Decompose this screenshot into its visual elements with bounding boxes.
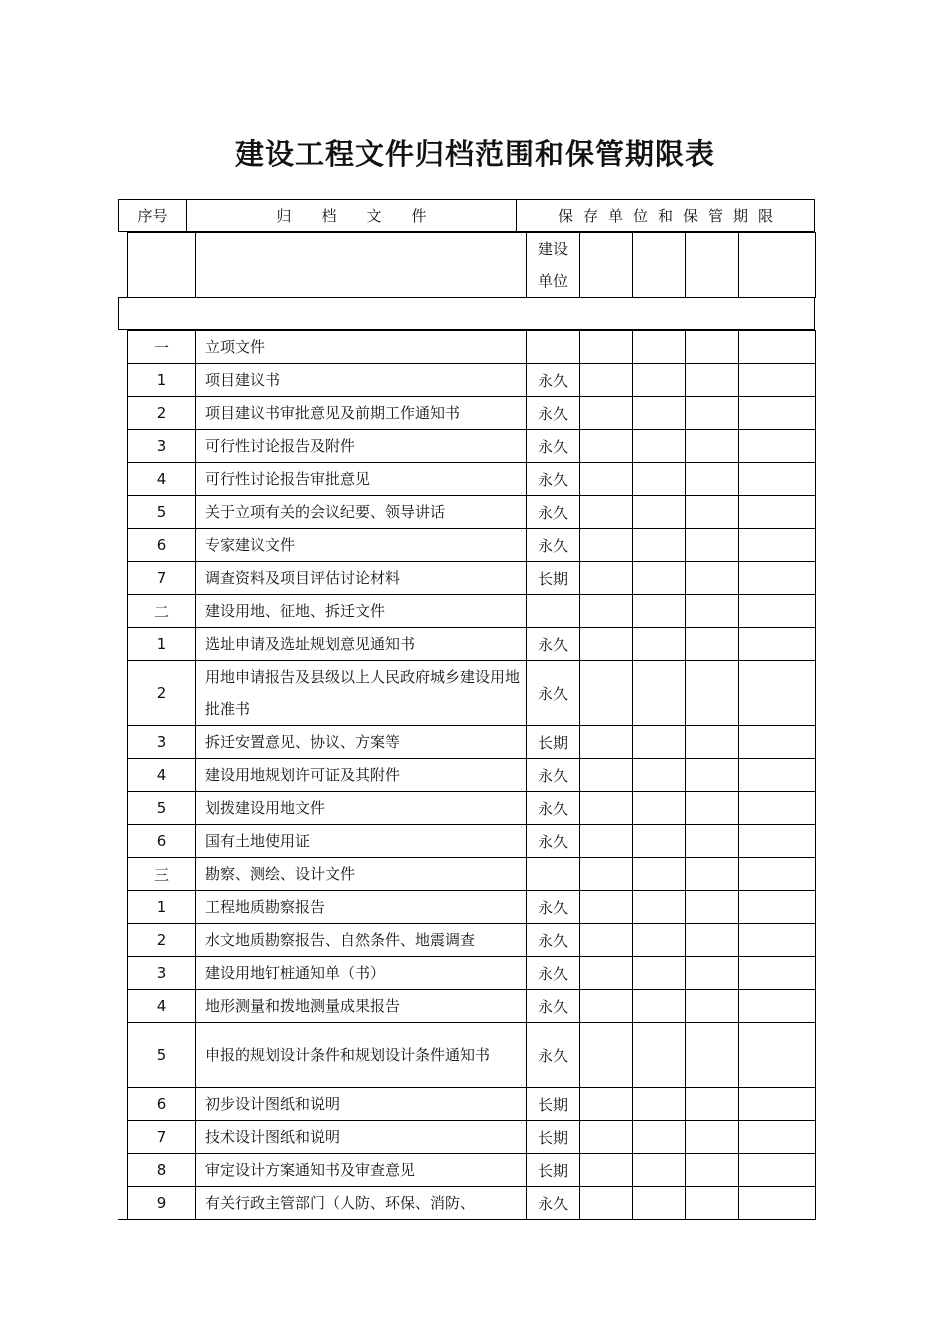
row-text: 拆迁安置意见、协议、方案等	[196, 726, 527, 759]
row-unit: 永久	[527, 364, 580, 397]
row-text: 国有土地使用证	[196, 825, 527, 858]
table-row	[128, 331, 816, 364]
row-cell-empty	[686, 726, 739, 759]
page-title: 建设工程文件归档范围和保管期限表	[234, 137, 715, 171]
row-cell-empty	[580, 1121, 633, 1154]
row-seq: 4	[128, 990, 196, 1023]
row-cell-empty	[633, 364, 686, 397]
table-row	[128, 1088, 816, 1121]
row-seq: 6	[128, 825, 196, 858]
row-cell-empty	[686, 1023, 739, 1088]
row-cell-empty	[686, 990, 739, 1023]
row-cell-empty	[580, 924, 633, 957]
row-unit: 长期	[527, 1154, 580, 1187]
row-cell-empty	[739, 331, 816, 364]
table-row	[128, 1187, 816, 1220]
row-cell-empty	[633, 891, 686, 924]
row-cell-empty	[633, 661, 686, 726]
row-cell-empty	[633, 1121, 686, 1154]
row-cell-empty	[580, 891, 633, 924]
row-unit: 永久	[527, 397, 580, 430]
row-cell-empty	[633, 496, 686, 529]
row-cell-empty	[686, 496, 739, 529]
table-row	[128, 1154, 816, 1187]
row-seq: 5	[128, 1023, 196, 1088]
row-cell-empty	[580, 463, 633, 496]
row-cell-empty	[739, 595, 816, 628]
row-cell-empty	[739, 792, 816, 825]
row-unit: 永久	[527, 891, 580, 924]
row-text: 初步设计图纸和说明	[196, 1088, 527, 1121]
row-cell-empty	[580, 1023, 633, 1088]
row-cell-empty	[580, 1088, 633, 1121]
row-text: 划拨建设用地文件	[196, 792, 527, 825]
table-row	[128, 726, 816, 759]
row-cell-empty	[580, 397, 633, 430]
row-text: 选址申请及选址规划意见通知书	[196, 628, 527, 661]
row-seq: 8	[128, 1154, 196, 1187]
section-band	[118, 297, 815, 330]
row-cell-empty	[739, 496, 816, 529]
row-unit: 永久	[527, 825, 580, 858]
row-text: 有关行政主管部门（人防、环保、消防、	[196, 1187, 527, 1220]
row-unit: 永久	[527, 1023, 580, 1088]
table-header	[118, 199, 815, 232]
row-cell-empty	[580, 562, 633, 595]
row-cell-empty	[739, 1121, 816, 1154]
row-cell-empty	[580, 990, 633, 1023]
table-row	[128, 924, 816, 957]
row-text: 调查资料及项目评估讨论材料	[196, 562, 527, 595]
row-unit: 永久	[527, 661, 580, 726]
row-seq: 7	[128, 1121, 196, 1154]
row-cell-empty	[580, 825, 633, 858]
subheader-row	[128, 233, 816, 298]
row-seq: 二	[128, 595, 196, 628]
row-cell-empty	[686, 1121, 739, 1154]
header-keep: 保存单位和保管期限	[557, 207, 783, 225]
row-cell-empty	[686, 858, 739, 891]
row-seq: 3	[128, 957, 196, 990]
table-row	[128, 759, 816, 792]
row-seq: 4	[128, 759, 196, 792]
row-cell-empty	[739, 957, 816, 990]
row-text: 项目建议书	[196, 364, 527, 397]
row-cell-empty	[739, 1088, 816, 1121]
row-cell-empty	[739, 529, 816, 562]
row-cell-empty	[633, 792, 686, 825]
row-cell-empty	[686, 364, 739, 397]
table-row	[128, 891, 816, 924]
table-row	[128, 628, 816, 661]
table-row	[128, 792, 816, 825]
row-seq: 5	[128, 792, 196, 825]
row-cell-empty	[739, 924, 816, 957]
row-cell-empty	[580, 726, 633, 759]
row-cell-empty	[633, 430, 686, 463]
row-cell-empty	[633, 529, 686, 562]
row-text: 建设用地钉桩通知单（书）	[196, 957, 527, 990]
row-cell-empty	[633, 397, 686, 430]
row-text: 可行性讨论报告及附件	[196, 430, 527, 463]
row-text: 专家建议文件	[196, 529, 527, 562]
table-row	[128, 529, 816, 562]
row-cell-empty	[580, 661, 633, 726]
row-cell-empty	[633, 595, 686, 628]
row-unit: 永久	[527, 759, 580, 792]
row-unit: 永久	[527, 990, 580, 1023]
row-cell-empty	[686, 331, 739, 364]
row-seq: 5	[128, 496, 196, 529]
row-cell-empty	[580, 430, 633, 463]
row-cell-empty	[739, 858, 816, 891]
row-cell-empty	[580, 595, 633, 628]
row-cell-empty	[686, 661, 739, 726]
row-text: 申报的规划设计条件和规划设计条件通知书	[196, 1023, 527, 1088]
row-unit: 永久	[527, 957, 580, 990]
row-cell-empty	[739, 726, 816, 759]
row-cell-empty	[686, 1187, 739, 1220]
row-cell-empty	[686, 562, 739, 595]
row-cell-empty	[739, 397, 816, 430]
row-cell-empty	[739, 1023, 816, 1088]
row-unit: 永久	[527, 792, 580, 825]
row-cell-empty	[686, 595, 739, 628]
table-row	[128, 858, 816, 891]
row-seq: 9	[128, 1187, 196, 1220]
row-cell-empty	[739, 364, 816, 397]
table-row	[128, 957, 816, 990]
row-cell-empty	[633, 1187, 686, 1220]
row-seq: 1	[128, 364, 196, 397]
row-unit	[527, 858, 580, 891]
row-text: 关于立项有关的会议纪要、领导讲话	[196, 496, 527, 529]
row-unit: 永久	[527, 529, 580, 562]
table-bottom-rule	[118, 1219, 128, 1220]
row-cell-empty	[686, 924, 739, 957]
row-cell-empty	[686, 1088, 739, 1121]
row-cell-empty	[633, 463, 686, 496]
row-seq: 1	[128, 891, 196, 924]
row-cell-empty	[739, 430, 816, 463]
table-row	[128, 496, 816, 529]
row-text: 建设用地、征地、拆迁文件	[196, 595, 527, 628]
row-cell-empty	[633, 825, 686, 858]
subheader-unit-label: 建设 单位	[537, 240, 568, 290]
row-cell-empty	[580, 759, 633, 792]
row-cell-empty	[739, 990, 816, 1023]
row-unit	[527, 331, 580, 364]
table-row	[128, 463, 816, 496]
row-cell-empty	[686, 430, 739, 463]
row-cell-empty	[633, 726, 686, 759]
row-cell-empty	[580, 331, 633, 364]
row-text: 立项文件	[196, 331, 527, 364]
row-cell-empty	[580, 364, 633, 397]
row-text: 可行性讨论报告审批意见	[196, 463, 527, 496]
row-cell-empty	[686, 957, 739, 990]
table-row	[128, 661, 816, 726]
row-cell-empty	[633, 628, 686, 661]
row-cell-empty	[686, 792, 739, 825]
row-cell-empty	[633, 990, 686, 1023]
row-seq: 3	[128, 430, 196, 463]
row-cell-empty	[580, 1154, 633, 1187]
row-cell-empty	[686, 628, 739, 661]
row-cell-empty	[686, 397, 739, 430]
row-text: 审定设计方案通知书及审查意见	[196, 1154, 527, 1187]
row-seq: 4	[128, 463, 196, 496]
row-cell-empty	[739, 825, 816, 858]
table-row	[128, 1121, 816, 1154]
row-cell-empty	[739, 759, 816, 792]
row-unit: 永久	[527, 496, 580, 529]
row-cell-empty	[739, 1154, 816, 1187]
row-seq: 2	[128, 924, 196, 957]
row-text: 技术设计图纸和说明	[196, 1121, 527, 1154]
header-file: 归档文件	[187, 200, 517, 231]
row-seq: 一	[128, 331, 196, 364]
row-cell-empty	[580, 1187, 633, 1220]
row-cell-empty	[686, 1154, 739, 1187]
row-seq: 6	[128, 529, 196, 562]
row-seq: 三	[128, 858, 196, 891]
row-cell-empty	[739, 562, 816, 595]
row-seq: 6	[128, 1088, 196, 1121]
row-cell-empty	[580, 628, 633, 661]
row-seq: 3	[128, 726, 196, 759]
row-cell-empty	[580, 496, 633, 529]
table-row	[128, 595, 816, 628]
row-cell-empty	[633, 924, 686, 957]
header-seq: 序号	[119, 200, 187, 231]
row-text: 工程地质勘察报告	[196, 891, 527, 924]
row-cell-empty	[686, 529, 739, 562]
row-unit	[527, 595, 580, 628]
row-cell-empty	[580, 957, 633, 990]
row-cell-empty	[686, 825, 739, 858]
row-seq: 2	[128, 397, 196, 430]
row-cell-empty	[633, 331, 686, 364]
row-text: 用地申请报告及县级以上人民政府城乡建设用地批准书	[196, 661, 527, 726]
archive-table	[127, 232, 816, 1220]
table-row	[128, 397, 816, 430]
row-cell-empty	[739, 1187, 816, 1220]
row-unit: 长期	[527, 562, 580, 595]
row-cell-empty	[686, 759, 739, 792]
row-text: 建设用地规划许可证及其附件	[196, 759, 527, 792]
row-seq: 1	[128, 628, 196, 661]
row-cell-empty	[739, 661, 816, 726]
row-unit: 永久	[527, 924, 580, 957]
table-row	[128, 990, 816, 1023]
row-cell-empty	[739, 628, 816, 661]
row-text: 水文地质勘察报告、自然条件、地震调查	[196, 924, 527, 957]
row-seq: 7	[128, 562, 196, 595]
row-unit: 永久	[527, 628, 580, 661]
row-unit: 长期	[527, 1121, 580, 1154]
table-row	[128, 364, 816, 397]
row-cell-empty	[580, 529, 633, 562]
subheader-unit	[527, 233, 580, 298]
row-cell-empty	[633, 759, 686, 792]
row-cell-empty	[633, 858, 686, 891]
row-text: 地形测量和拨地测量成果报告	[196, 990, 527, 1023]
row-unit: 长期	[527, 1088, 580, 1121]
row-text: 项目建议书审批意见及前期工作通知书	[196, 397, 527, 430]
row-cell-empty	[633, 562, 686, 595]
row-cell-empty	[739, 463, 816, 496]
row-cell-empty	[686, 891, 739, 924]
row-unit: 长期	[527, 726, 580, 759]
table-row	[128, 430, 816, 463]
row-cell-empty	[633, 1154, 686, 1187]
row-cell-empty	[633, 1088, 686, 1121]
table-row	[128, 825, 816, 858]
row-cell-empty	[739, 891, 816, 924]
row-seq: 2	[128, 661, 196, 726]
table-row	[128, 1023, 816, 1088]
row-cell-empty	[633, 1023, 686, 1088]
row-cell-empty	[580, 792, 633, 825]
row-cell-empty	[686, 463, 739, 496]
row-unit: 永久	[527, 430, 580, 463]
row-unit: 永久	[527, 463, 580, 496]
row-unit: 永久	[527, 1187, 580, 1220]
row-text: 勘察、测绘、设计文件	[196, 858, 527, 891]
table-row	[128, 562, 816, 595]
row-cell-empty	[633, 957, 686, 990]
row-cell-empty	[580, 858, 633, 891]
